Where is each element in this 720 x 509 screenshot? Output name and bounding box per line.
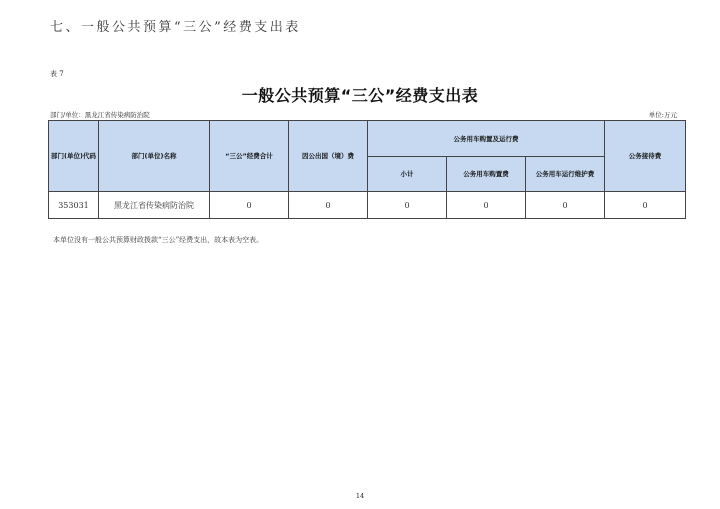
header-abroad: 因公出国（境）费 xyxy=(289,121,368,192)
department-label: 部门/单位：黑龙江省传染病防治院 xyxy=(50,111,150,119)
header-vehicle-group: 公务用车购置及运行费 xyxy=(368,121,605,157)
cell-vehicle-operation: 0 xyxy=(526,192,605,219)
amount-unit: 单位:万元 xyxy=(648,111,677,119)
cell-dept-name: 黑龙江省传染病防治院 xyxy=(99,192,210,219)
table-number: 表 7 xyxy=(50,70,64,78)
header-total: “三公”经费合计 xyxy=(210,121,289,192)
cell-abroad: 0 xyxy=(289,192,368,219)
header-subtotal: 小计 xyxy=(368,157,447,192)
cell-vehicle-purchase: 0 xyxy=(447,192,526,219)
document-title: 一般公共预算“三公”经费支出表 xyxy=(241,86,479,105)
expense-table xyxy=(48,120,686,219)
header-reception: 公务接待费 xyxy=(605,121,686,192)
header-vehicle-operation: 公务用车运行维护费 xyxy=(526,157,605,192)
table-note: 本单位没有一般公共预算财政拨款“三公”经费支出，故本表为空表。 xyxy=(53,236,264,244)
cell-reception: 0 xyxy=(605,192,686,219)
cell-total: 0 xyxy=(210,192,289,219)
cell-subtotal: 0 xyxy=(368,192,447,219)
cell-dept-code: 353031 xyxy=(49,192,99,219)
table-row xyxy=(49,192,686,219)
header-dept-name: 部门(单位)名称 xyxy=(99,121,210,192)
section-heading: 七、一般公共预算“三公”经费支出表 xyxy=(50,20,301,35)
header-dept-code: 部门(单位)代码 xyxy=(49,121,99,192)
page-number: 14 xyxy=(355,492,365,500)
header-vehicle-purchase: 公务用车购置费 xyxy=(447,157,526,192)
